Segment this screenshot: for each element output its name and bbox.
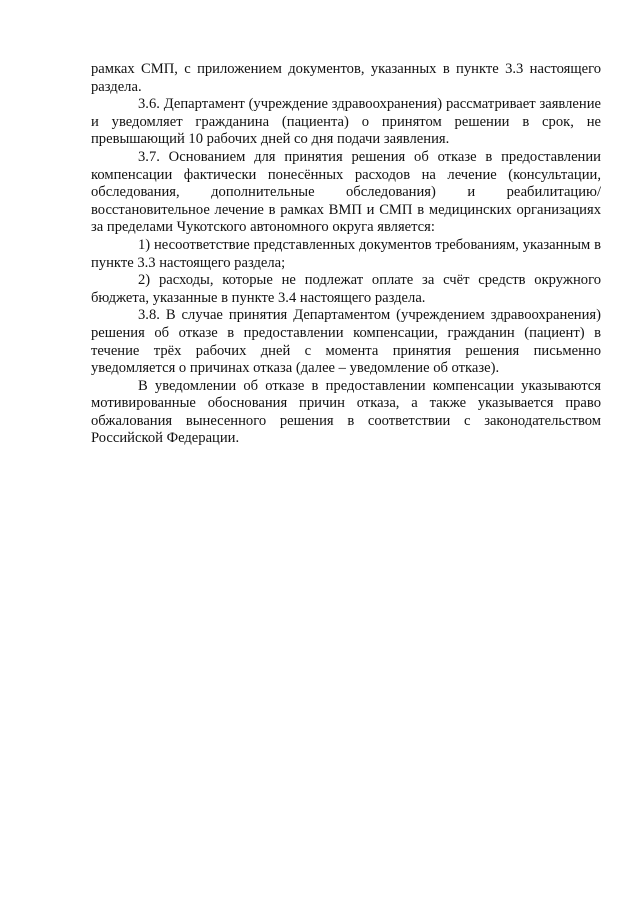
paragraph-3-7: 3.7. Основанием для принятия решения об отказе в предоставлении компенсации фактически понесённых расходов на лечение (консультации, обследования, дополнительные обследования) и реабилитацию/восстановительное лечение в рамках ВМП и СМП в медицинских организациях за пределами Чукотского автономного округа является: xyxy=(91,148,601,236)
paragraph-3-6: 3.6. Департамент (учреждение здравоохранения) рассматривает заявление и уведомляет гражданина (пациента) о принятом решении в срок, не превышающий 10 рабочих дней со дня подачи заявления. xyxy=(91,96,601,148)
paragraph-continuation: рамках СМП, с приложением документов, указанных в пункте 3.3 настоящего раздела. xyxy=(91,61,601,95)
list-item-1: 1) несоответствие представленных документов требованиям, указанным в пункте 3.3 настоящего раздела; xyxy=(91,236,601,271)
list-item-2: 2) расходы, которые не подлежат оплате за счёт средств окружного бюджета, указанные в пункте 3.4 настоящего раздела. xyxy=(91,272,601,306)
paragraph-3-8: 3.8. В случае принятия Департаментом (учреждением здравоохранения) решения об отказе в предоставлении компенсации, гражданин (пациент) в течение трёх рабочих дней с момента принятия решения письменно уведомляется о причинах отказа (далее – уведомление об отказе). xyxy=(91,307,601,377)
paragraph-refusal-notice: В уведомлении об отказе в предоставлении компенсации указываются мотивированные обоснования причин отказа, а также указывается право обжалования вынесенного решения в соответствии с законодательством Российской Федерации. xyxy=(91,377,601,447)
document-body xyxy=(91,61,601,448)
